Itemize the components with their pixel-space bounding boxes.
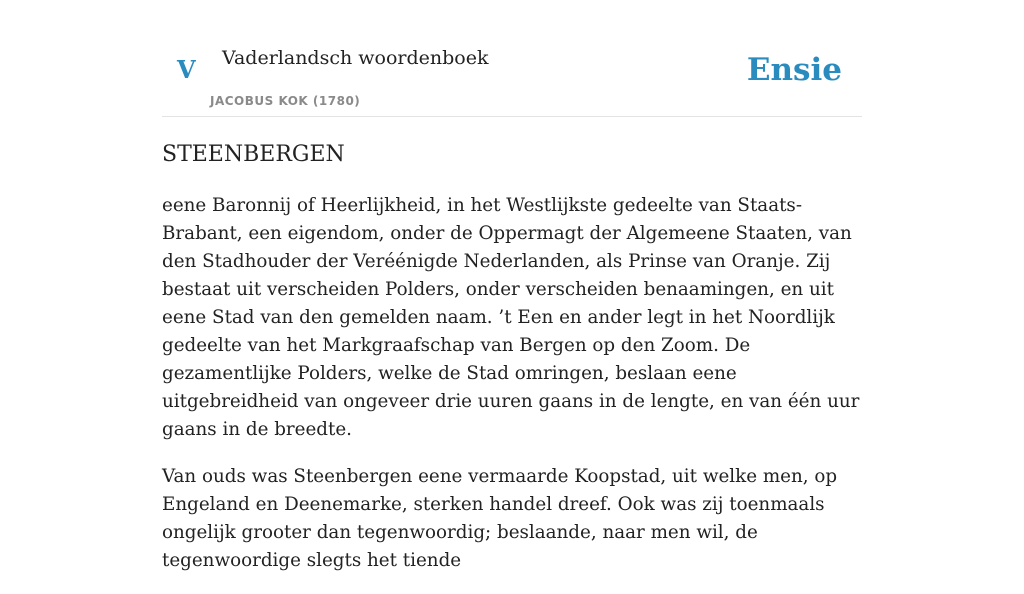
entry-paragraph: Van ouds was Steenbergen eene vermaarde Koopstad, uit welke men, op Engeland en Deenemarke, sterken handel dreef. Ook was zij toenmaals ongelijk grooter dan tegenwoordig; beslaande, naar men wil, de tegenwoordige slegts het tiende xyxy=(162,466,838,571)
entry-paragraph: eene Baronnij of Heerlijkheid, in het Westlijkste gedeelte van Staats-Brabant, een eigendom, onder de Oppermagt der Algemeene Staaten, van den Stadhouder der Veréénigde Nederlanden, als Prinse van Oranje. Zij bestaat uit verscheiden Polders, onder verscheiden benaamingen, en uit eene Stad van den gemelden naam. ’t Een en ander legt in het Noordlijk gedeelte van het Markgraafschap van Bergen op den Zoom. De gezamentlijke Polders, welke de Stad omringen, beslaan eene uitgebreidheid van ongeveer drie uuren gaans in de lengte, en van één uur gaans in de breedte. xyxy=(162,195,860,440)
entry-title: STEENBERGEN xyxy=(162,142,345,167)
entry-body xyxy=(162,192,862,594)
book-author: JACOBUS KOK (1780) xyxy=(210,94,361,108)
ensie-logo-link[interactable]: Ensie xyxy=(746,52,842,88)
book-title-link[interactable]: Vaderlandsch woordenboek xyxy=(222,47,489,69)
book-header xyxy=(162,0,862,117)
book-initial-icon[interactable]: V xyxy=(177,55,196,84)
